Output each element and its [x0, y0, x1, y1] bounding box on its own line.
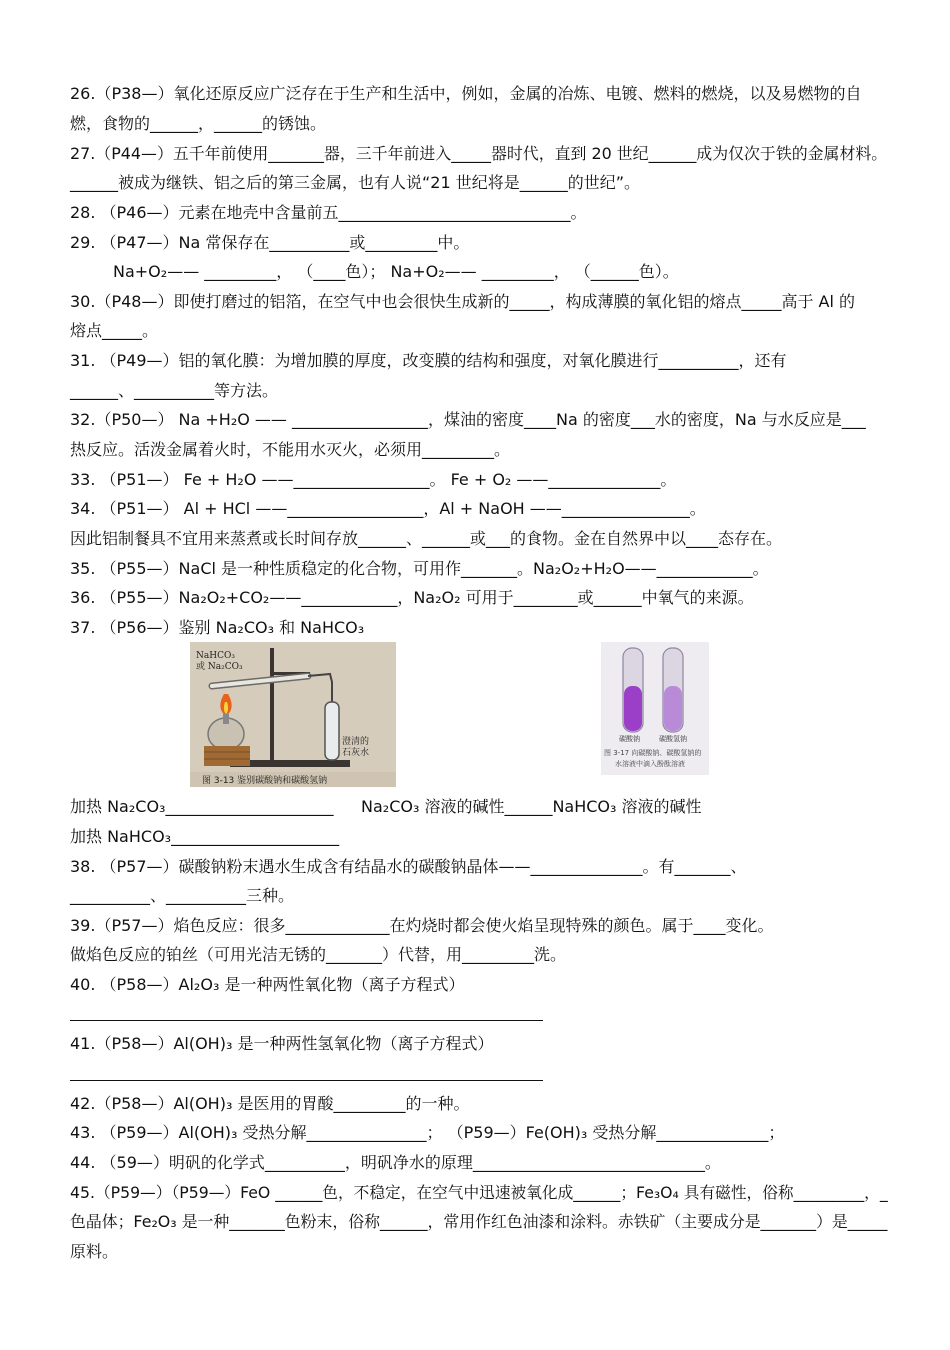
- tube-left-label: 碳酸钠: [619, 735, 640, 743]
- apparatus-label-limewater-2: 石灰水: [342, 748, 370, 758]
- q31-line-1: 31. （P49—）铝的氧化膜：为增加膜的厚度，改变膜的结构和强度，对氧化膜进行__________，还有: [70, 351, 787, 370]
- tube-right-label: 碳酸氢钠: [659, 735, 687, 743]
- q38-line-2: __________、__________三种。: [70, 886, 295, 905]
- q32-line-2: 热反应。活泼金属着火时，不能用水灭火，必须用_________。: [70, 440, 511, 459]
- q34-line-1: 34. （P51—） Al + HCl ——_________________，Al + NaOH ——________________。: [70, 499, 706, 518]
- tubes-caption-1: 图 3-17 向碳酸钠、碳酸氢钠的: [604, 749, 702, 757]
- tubes-drawing: [601, 642, 709, 775]
- q36-line: 36. （P55—）Na₂O₂+CO₂——____________，Na₂O₂ 可用于________或______中氧气的来源。: [70, 588, 754, 607]
- q27-line-2: ______被成为继铁、铝之后的第三金属，也有人说“21 世纪将是______的世纪”。: [70, 173, 641, 192]
- q34-line-2: 因此铝制餐具不宜用来蒸煮或长时间存放______、______或___的食物。金在自然界中以____态存在。: [70, 529, 783, 548]
- apparatus-drawing: [190, 642, 396, 787]
- q26-line-2: 燃，食物的______，______的锈蚀。: [70, 114, 327, 133]
- q37-heat-nahco3: 加热 NaHCO₃_____________________: [70, 827, 340, 846]
- q42-line: 42.（P58—）Al(OH)₃ 是医用的胃酸_________的一种。: [70, 1094, 470, 1113]
- q39-line-1: 39.（P57—）焰色反应：很多_____________在灼烧时都会使火焰呈现特殊的颜色。属于____变化。: [70, 916, 774, 935]
- q45-line-2: 色晶体；Fe₂O₃ 是一种_______色粉末，俗称______，常用作红色油漆和涂料。赤铁矿（主要成分是_______）是_____: [70, 1212, 888, 1231]
- q29-line-2: Na+O₂—— _________， （____色）； Na+O₂—— _________， （______色）。: [113, 262, 679, 281]
- q43-line: 43. （P59—）Al(OH)₃ 受热分解_______________； （P59—）Fe(OH)₃ 受热分解______________；: [70, 1123, 785, 1142]
- apparatus-figure: [190, 642, 396, 787]
- q28-line: 28. （P46—）元素在地壳中含量前五_____________________________。: [70, 203, 587, 222]
- q41-line: 41.（P58—）Al(OH)₃ 是一种两性氢氧化物（离子方程式）: [70, 1034, 494, 1053]
- q40-line: 40. （P58—）Al₂O₃ 是一种两性氧化物（离子方程式）: [70, 975, 465, 994]
- q39-line-2: 做焰色反应的铂丝（可用光洁无锈的_______）代替，用_________洗。: [70, 945, 567, 964]
- tubes-figure: [601, 642, 709, 775]
- q33-line: 33. （P51—） Fe + H₂O ——_________________。 Fe + O₂ ——______________。: [70, 470, 677, 489]
- q27-line-1: 27.（P44—）五千年前使用_______器，三千年前进入_____器时代，直到 20 世纪______成为仅次于铁的金属材料。: [70, 144, 888, 163]
- q30-line-1: 30.（P48—）即使打磨过的铝箔，在空气中也会很快生成新的_____，构成薄膜的氧化铝的熔点_____高于 Al 的: [70, 292, 856, 311]
- tubes-caption-2: 水溶液中滴入酚酞溶液: [615, 760, 685, 768]
- q31-line-2: ______、__________等方法。: [70, 381, 279, 400]
- q26-line-1: 26.（P38—）氧化还原反应广泛存在于生产和生活中，例如，金属的冶炼、电镀、燃料的燃烧，以及易燃物的自: [70, 84, 862, 103]
- q44-line: 44. （59—）明矾的化学式__________，明矾净水的原理_____________________________。: [70, 1153, 721, 1172]
- apparatus-label-or: 或 Na₂CO₃: [196, 662, 243, 672]
- q30-line-2: 熔点_____。: [70, 321, 159, 340]
- apparatus-caption: 图 3-13 鉴别碳酸钠和碳酸氢钠: [202, 776, 328, 786]
- q37-alkalinity: Na₂CO₃ 溶液的碱性______NaHCO₃ 溶液的碱性: [361, 797, 702, 816]
- q37-line: 37. （P56—）鉴别 Na₂CO₃ 和 NaHCO₃: [70, 618, 365, 637]
- apparatus-label-limewater-1: 澄清的: [342, 737, 370, 747]
- q40-answer-rule: [70, 1020, 543, 1021]
- q38-line-1: 38. （P57—）碳酸钠粉末遇水生成含有结晶水的碳酸钠晶体——______________。有_______、: [70, 857, 747, 876]
- apparatus-label-top: NaHCO₃: [196, 651, 235, 661]
- q45-line-3: 原料。: [70, 1242, 119, 1261]
- q35-line: 35. （P55—）NaCl 是一种性质稳定的化合物，可用作_______。Na₂O₂+H₂O——____________。: [70, 559, 769, 578]
- q29-line-1: 29. （P47—）Na 常保存在__________或_________中。: [70, 233, 470, 252]
- q32-line-1: 32.（P50—） Na +H₂O —— _________________，煤油的密度____Na 的密度___水的密度，Na 与水反应是___: [70, 410, 866, 429]
- q41-answer-rule: [70, 1080, 543, 1081]
- q45-line-1: 45.（P59—）（P59—）FeO ______色，不稳定，在空气中迅速被氧化成______；Fe₃O₄ 具有磁性，俗称_________，_: [70, 1183, 888, 1202]
- q37-heat-na2co3: 加热 Na₂CO₃_____________________: [70, 797, 334, 816]
